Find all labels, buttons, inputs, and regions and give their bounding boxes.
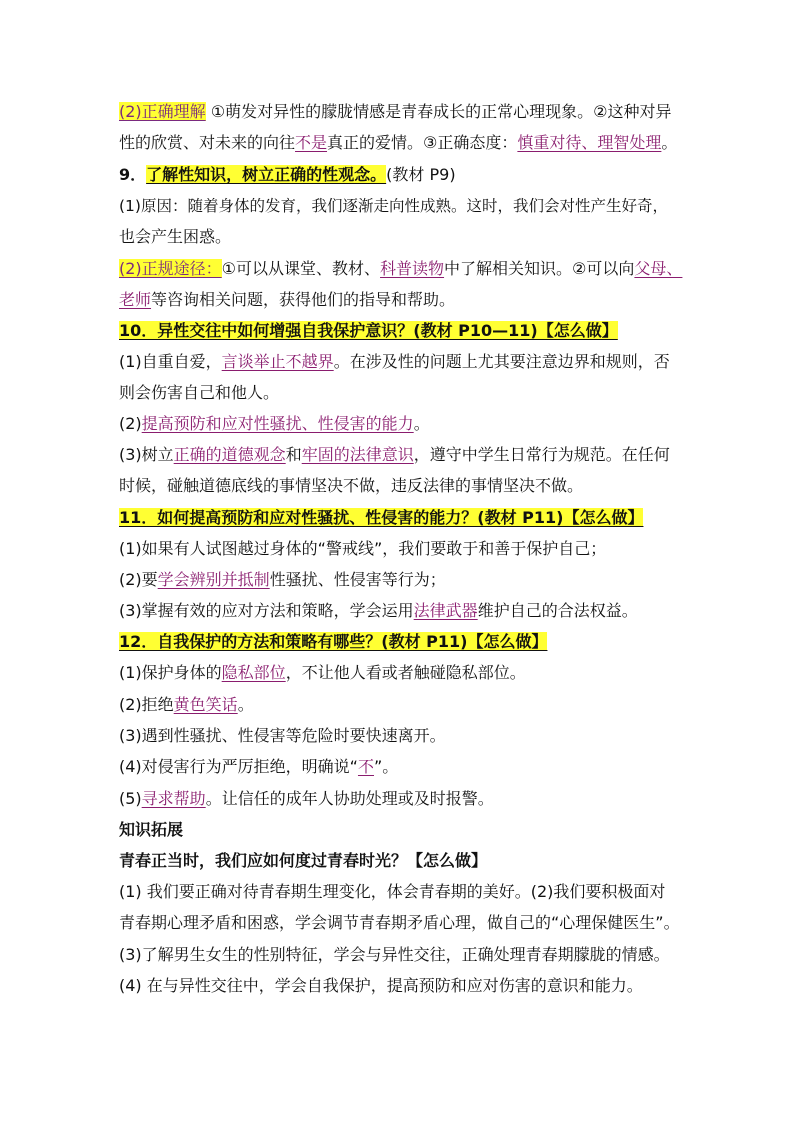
sec10-p3-line-1 [119,440,684,470]
sec10-p2 [119,409,684,439]
sec10-p3-line-2: 时候，碰触道德底线的事情坚决不做，违反法律的事情坚决不做。 [119,476,584,495]
sec12-p4 [119,752,684,782]
sec11-text: 维护自己的合法权益。 [477,601,638,620]
sec10-text: (1)自重自爱， [119,352,222,371]
sec12-text: ，不让他人看或者触碰隐私部位。 [285,663,526,682]
sec8-text: 性的欣赏、对未来的向往 [119,133,296,152]
keyword: 寻求帮助 [141,789,206,808]
sec10-title: 10．异性交往中如何增强自我保护意识？(教材 P10—11)【怎么做】 [119,321,618,340]
sec12-text: 。让信任的成年人协助处理或及时报警。 [205,789,494,808]
keyword: 不是 [295,133,328,152]
sec10-text: (2) [119,414,142,433]
keyword: 法律武器 [413,601,478,620]
keyword: 科普读物 [380,259,445,278]
sec11-text: (3)掌握有效的应对方法和策略，学会运用 [119,601,414,620]
sec10-text: ，遵守中学生日常行为规范。在任何 [413,445,670,464]
sec12-text: (2)拒绝 [119,695,174,714]
ext-line-1: (1) 我们要正确对待青春期生理变化，体会青春期的美好。(2)我们要积极面对 [119,882,666,901]
sec12-text: 。 [237,695,254,714]
sec12-text: ”。 [373,757,399,776]
sec8-text: 。 [661,133,678,152]
sec11-title: 11．如何提高预防和应对性骚扰、性侵害的能力？(教材 P11)【怎么做】 [119,508,644,527]
sec10-p1-line-2: 则会伤害自己和他人。 [119,383,280,402]
ext-heading: 知识拓展 [119,820,184,839]
sec9-tag: (2)正规途径： [119,259,222,278]
sec9-p1-line-1: (1)原因：随着身体的发育，我们逐渐走向性成熟。这时，我们会对性产生好奇， [119,197,668,215]
sec11-p3 [119,596,684,626]
sec10-p1-line-1 [119,347,684,377]
keyword: 慎重对待、理智处理 [517,133,662,152]
keyword: 学会辨别并抵制 [157,570,270,589]
sec11-text: (2)要 [119,570,158,589]
sec9-text: ①可以从课堂、教材、 [221,259,381,278]
sec11-text: 性骚扰、性侵害等行为； [269,570,446,589]
sec11-p1: (1)如果有人试图越过身体的“警戒线”，我们要敢于和善于保护自己； [119,539,607,558]
sec12-text: (1)保护身体的 [119,663,222,682]
sec12-p5 [119,784,684,814]
ext-question: 青春正当时，我们应如何度过青春时光？【怎么做】 [119,851,488,870]
sec9-ref: (教材 P9) [386,165,456,184]
sec12-text: (5) [119,789,142,808]
sec9-p2-line-2 [119,285,684,315]
sec9-number: 9． [119,165,147,184]
sec8-line-2 [119,128,684,158]
sec8-text: ①萌发对异性的朦胧情感是青春成长的正常心理现象。②这种对异 [210,102,672,121]
sec12-p3: (3)遇到性骚扰、性侵害等危险时要快速离开。 [119,726,446,745]
sec10-text: 。 [413,414,430,433]
sec12-text: (4)对侵害行为严厉拒绝，明确说“ [119,757,358,776]
sec11-p2 [119,565,684,595]
keyword: 父母、 [634,259,683,278]
sec12-heading [119,627,684,657]
keyword: 牢固的法律意识 [301,445,414,464]
ext-line-2: 青春期心理矛盾和困惑，学会调节青春期矛盾心理，做自己的“心理保健医生”。 [119,913,680,932]
sec9-text: 中了解相关知识。②可以向 [444,259,635,278]
sec9-p2-line-1 [119,254,684,284]
sec10-heading [119,316,684,346]
sec8-text: 真正的爱情。③正确态度： [327,133,518,152]
sec12-p2 [119,690,684,720]
sec10-text: 。在涉及性的问题上尤其要注意边界和规则，否 [333,352,670,371]
sec9-title: 了解性知识，树立正确的性观念。 [146,165,387,184]
keyword: 言谈举止不越界 [221,352,334,371]
sec10-text: 和 [285,445,302,464]
keyword: 黄色笑话 [173,695,238,714]
ext-line-3: (3)了解男生女生的性别特征，学会与异性交往，正确处理青春期朦胧的情感。 [119,945,670,964]
sec8-line-1 [119,97,684,127]
keyword: 不 [357,757,374,776]
sec10-text: (3)树立 [119,445,174,464]
sec12-title: 12．自我保护的方法和策略有哪些？(教材 P11)【怎么做】 [119,632,548,651]
sec9-text: 等咨询相关问题，获得他们的指导和帮助。 [151,290,456,309]
keyword: 提高预防和应对性骚扰、性侵害的能力 [141,414,414,433]
keyword: 隐私部位 [221,663,286,682]
keyword: 正确的道德观念 [173,445,286,464]
sec9-heading [119,160,684,190]
sec8-tag: (2)正确理解 [119,102,206,121]
sec9-p1-line-2: 也会产生困惑。 [119,227,232,246]
sec12-p1 [119,658,684,688]
keyword: 老师 [119,290,152,309]
ext-line-4: (4) 在与异性交往中，学会自我保护，提高预防和应对伤害的意识和能力。 [119,976,643,995]
sec11-heading [119,503,684,533]
